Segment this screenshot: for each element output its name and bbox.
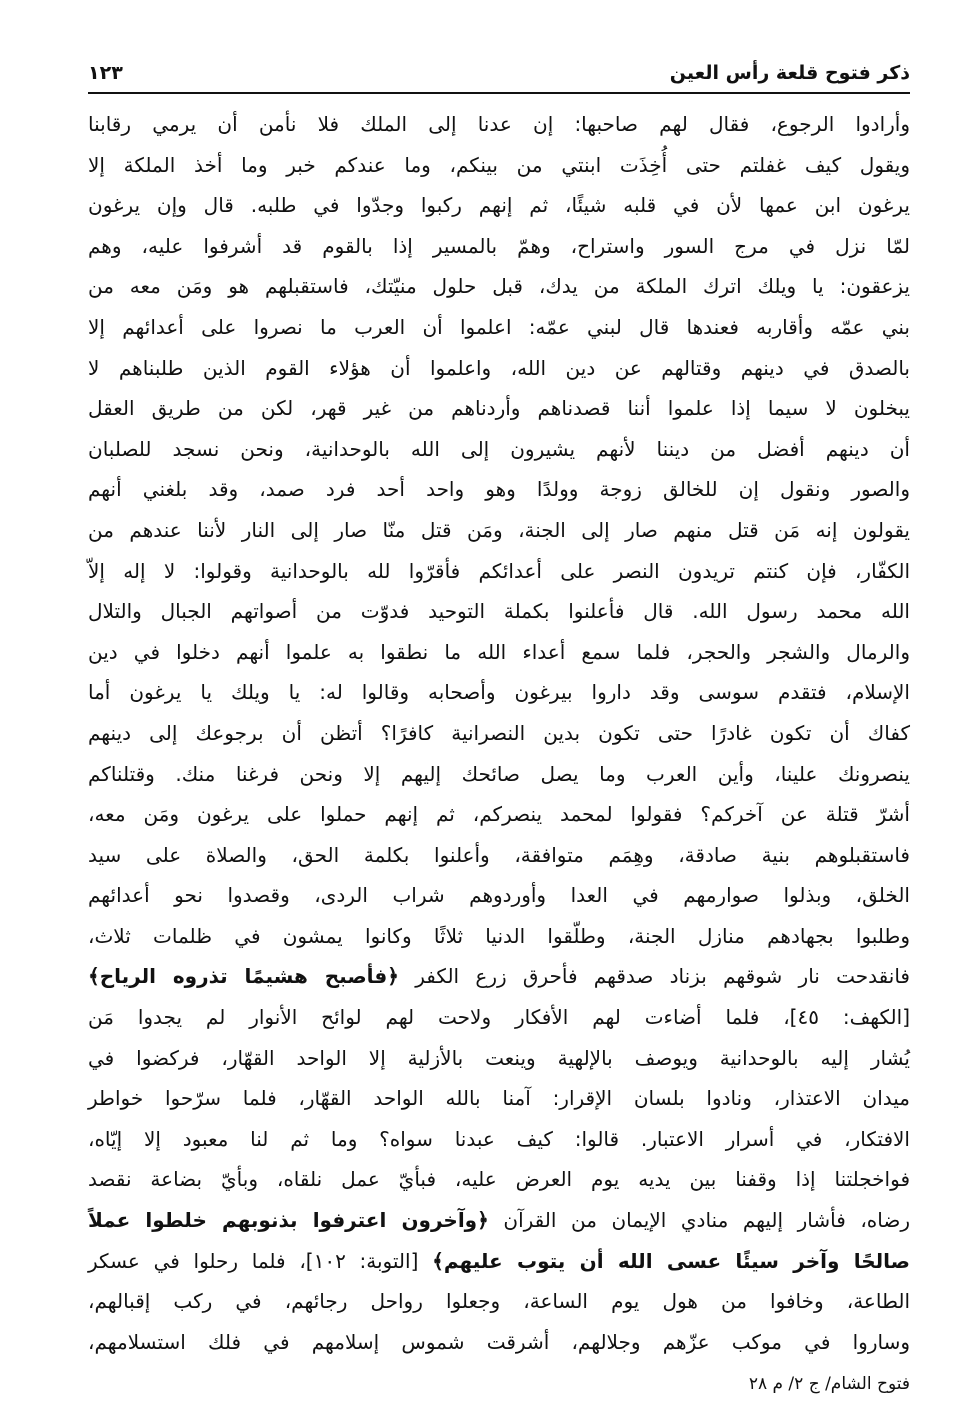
text-segment: الخلق، وبذلوا صوارمهم في العدا وأوردوهم شراب الردى، وقصدوا نحو أعدائهم [88, 883, 910, 908]
text-line [88, 916, 910, 957]
text-segment: يبخلون لا سيما إذا علموا أننا قصدناهم وأردناهم من غير قهر، لكن من طريق العقل [88, 396, 910, 421]
text-line [88, 1241, 910, 1282]
text-line [88, 104, 910, 145]
text-line [88, 1119, 910, 1160]
text-line [88, 1159, 910, 1200]
text-segment: ميدان الاعتذار، ونادوا بلسان الإقرار: آمنا بالله الواحد القهّار، فلما سرّحوا خواطر [88, 1086, 910, 1111]
text-line [88, 510, 910, 551]
text-line [88, 591, 910, 632]
quran-quote: صالحًا وآخر سيئًا عسى الله أن يتوب عليهم﴾ [432, 1248, 910, 1273]
text-segment: يرغون ابن عمها لأن في قلبه شيئًا، ثم إنهم ركبوا وجدّوا في طلبه. قال وإن يرغون [88, 193, 910, 218]
text-segment: بني عمّه وأقاربه فعندها قال لبني عمّه: اعلموا أن العرب ما نصروا على أعدائهم إلا [88, 314, 910, 339]
text-line [88, 754, 910, 795]
text-segment: ويقول كيف غفلتم حتى أُخِذَت ابنتي من بينكم، وما عندكم خبر وما أخذ الملكة إلا [88, 152, 910, 177]
quran-quote: ﴿فأصبح هشيمًا تذروه الرياح﴾ [88, 964, 399, 989]
text-segment: كفاك أن تكون غادرًا حتى تكون بدين النصرانية كافرًا؟ أتظن أن برجوعك إلى دينهم [88, 720, 910, 745]
text-segment: لمّا نزل في مرج السور واستراح، وهمّ بالمسير إذا بالقوم قد أشرفوا عليه، وهم [88, 233, 910, 258]
text-line [88, 632, 910, 673]
text-line [88, 1322, 910, 1363]
text-segment: فانقدحت نار شوقهم بزناد صدقهم فأحرق زرع الكفر [398, 964, 910, 989]
text-line [88, 835, 910, 876]
chapter-title: ذكر فتوح قلعة رأس العين [669, 62, 910, 84]
text-line [88, 956, 910, 997]
text-line [88, 348, 910, 389]
text-segment: فواخجلتنا إذا وقفنا بين يديه يوم العرض عليه، فبأيّ عمل نلقاه، وبأيّ بضاعة نقصد [88, 1167, 910, 1192]
text-segment: والصور ونقول إن للخالق زوجة وولدًا وهو واحد أحد فرد صمد، وقد بلغني أنهم [88, 477, 910, 502]
text-segment: يقولون إنه مَن قتل منهم صار إلى الجنة، ومَن قتل منّا صار إلى النار لأننا عندهم من [88, 517, 910, 542]
quran-quote: ﴿وآخرون اعترفوا بذنوبهم خلطوا عملاً [88, 1208, 489, 1233]
text-line [88, 997, 910, 1038]
text-line [88, 1200, 910, 1241]
text-line [88, 266, 910, 307]
text-segment: بالصدق في دينهم وقتالهم عن دين الله، واعلموا أن هؤلاء القوم الذين طلبناهم لا [88, 355, 910, 380]
text-line [88, 875, 910, 916]
text-segment: يُشار إليه بالوحدانية ويوصف بالإلهية وينعت بالأزلية إلا الواحد القهّار، فركضوا في [88, 1045, 910, 1070]
text-line [88, 307, 910, 348]
text-line [88, 226, 910, 267]
text-line [88, 388, 910, 429]
text-segment: الله محمد رسول الله. قال فأعلنوا بكملة التوحيد فدوّت من أصواتهم الجبال والتلال [88, 599, 910, 624]
text-line [88, 1078, 910, 1119]
text-line [88, 185, 910, 226]
text-segment: وأرادوا الرجوع، فقال لهم صاحبها: إن عدنا إلى الملك فلا نأمن أن يرمي رقابنا [88, 112, 910, 136]
text-segment: الافتكار، في أسرار الاعتبار. قالوا: كيف عبدنا سواه؟ وما ثم لنا معبود إلا إيّاه، [88, 1126, 910, 1151]
text-line [88, 145, 910, 186]
text-line [88, 551, 910, 592]
text-segment: ينصرونك علينا، وأين العرب وما يصل صائحك إليهم إلا ونحن فرغنا منك. وقتلناكم [88, 761, 910, 786]
body-text [88, 104, 910, 1362]
text-line [88, 429, 910, 470]
text-line [88, 469, 910, 510]
text-segment: فاستقبلوهم بنية صادقة، وهِمَم متوافقة، وأعلنوا بكلمة الحق، والصلاة على سيد [88, 842, 910, 867]
text-segment: الطاعة، وخافوا من هول يوم الساعة، وجعلوا رواحل رجائهم، في ركب إقبالهم، [88, 1289, 910, 1314]
text-line [88, 794, 910, 835]
text-segment: والرمال والشجر والحجر، فلما سمع أعداء الله ما نطقوا به علموا أنهم دخلوا في دين [88, 639, 910, 664]
text-segment: أن دينهم أفضل من ديننا لأنهم يشيرون إلى الله بالوحدانية، ونحن نسجد للصلبان [88, 436, 910, 461]
text-segment: وطلبوا بجهادهم منازل الجنة، وطلّقوا الدنيا ثلاثًا وكانوا يمشون في ظلمات ثلاث، [88, 923, 910, 948]
text-line [88, 672, 910, 713]
text-segment: وساروا في موكب عزّهم وجلالهم، أشرقت شموس إسلامهم في فلك استسلامهم، [88, 1329, 910, 1354]
text-segment: رضاه، فأشار إليهم منادي الإيمان من القرآن [488, 1208, 910, 1233]
text-segment: [الكهف: ٤٥]، فلما أضاءت لهم الأفكار ولاحت لهم لوائح الأنوار لم يجدوا مَن [88, 1005, 911, 1030]
text-segment: أشرّ قتلة عن آخركم؟ فقولوا لمحمد ينصركم، ثم إنهم حملوا على يرغون ومَن معه، [88, 802, 910, 827]
signature-line: فتوح الشام/ ج ٢/ م ٢٨ [748, 1374, 910, 1395]
text-line [88, 1038, 910, 1079]
page-number: ١٢٣ [88, 62, 123, 84]
text-segment: الإسلام، فتقدم سوسى وقد داروا بيرغون وأصحابه وقالوا له: يا ويلك يا يرغون أما [88, 680, 910, 705]
header-rule [88, 92, 910, 94]
text-segment: يزعقون: يا ويلك اترك الملكة من يدك، قبل حلول منيّتك، فاستقبلهم هو ومَن معه من [88, 274, 910, 299]
text-line [88, 1281, 910, 1322]
running-header [88, 62, 910, 90]
text-segment: الكفّار، فإن كنتم تريدون النصر على أعدائكم فأقرّوا لله بالوحدانية وقولوا: لا إله إلاّ [88, 558, 910, 583]
text-segment: [التوبة: ١٠٢]، فلما رحلوا في عسكر [88, 1248, 433, 1273]
text-line [88, 713, 910, 754]
